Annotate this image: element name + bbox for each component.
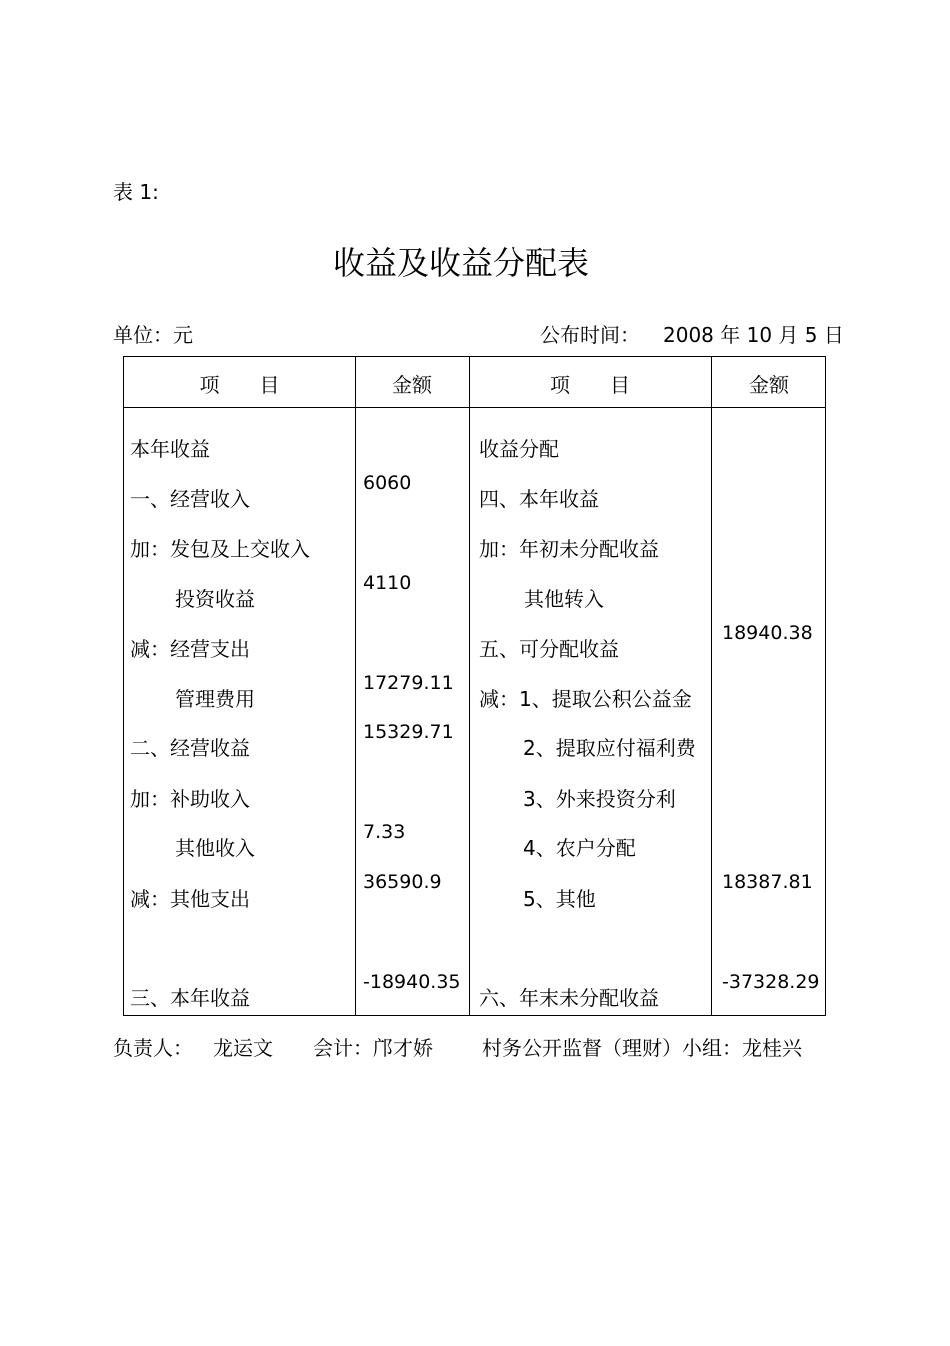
left-item: 减：其他支出 (130, 887, 250, 911)
right-item: 4、农户分配 (523, 836, 636, 860)
left-item: 本年收益 (130, 437, 210, 461)
income-distribution-table (123, 356, 826, 1016)
left-amount: 17279.11 (363, 672, 454, 694)
right-item: 加：年初未分配收益 (479, 537, 659, 561)
right-amount: -37328.29 (722, 971, 820, 993)
right-amount: 18940.38 (722, 622, 813, 644)
column-divider (711, 357, 712, 1015)
publish-date: 2008 年 10 月 5 日 (663, 323, 844, 347)
right-item: 四、本年收益 (479, 487, 599, 511)
left-item: 二、经营收益 (130, 736, 250, 760)
left-item: 其他收入 (175, 836, 255, 860)
right-item: 2、提取应付福利费 (523, 736, 696, 760)
left-item: 加：发包及上交收入 (130, 537, 310, 561)
header-item-left: 项 目 (199, 373, 280, 397)
unit-label: 单位：元 (113, 323, 193, 347)
header-amount-right: 金额 (749, 373, 789, 397)
header-item-right: 项 目 (550, 373, 630, 397)
left-amount: -18940.35 (363, 971, 461, 993)
left-item: 一、经营收入 (130, 487, 250, 511)
header-divider (124, 407, 825, 408)
left-item: 投资收益 (175, 587, 255, 611)
left-amount: 7.33 (363, 821, 406, 843)
footer-responsible-name: 龙运文 (213, 1036, 273, 1060)
right-item: 五、可分配收益 (479, 637, 619, 661)
left-item: 加：补助收入 (130, 787, 250, 811)
right-item: 5、其他 (523, 887, 596, 911)
left-amount: 36590.9 (363, 871, 442, 893)
header-amount-left: 金额 (392, 373, 432, 397)
right-item: 其他转入 (524, 587, 604, 611)
page-title: 收益及收益分配表 (332, 244, 589, 282)
left-item: 减：经营支出 (130, 637, 250, 661)
right-amount: 18387.81 (722, 871, 813, 893)
left-item: 三、本年收益 (130, 986, 250, 1010)
left-amount: 4110 (363, 572, 412, 594)
table-label: 表 1: (113, 180, 159, 204)
right-item: 3、外来投资分利 (523, 787, 676, 811)
right-item: 收益分配 (479, 437, 559, 461)
left-amount: 6060 (363, 472, 412, 494)
right-item: 减：1、提取公积公益金 (479, 687, 692, 711)
footer-accountant: 会计：邝才娇 (313, 1036, 433, 1060)
publish-time-label: 公布时间： (540, 323, 640, 347)
column-divider (469, 357, 470, 1015)
right-item: 六、年末未分配收益 (479, 986, 659, 1010)
footer-supervision-group: 村务公开监督（理财）小组：龙桂兴 (482, 1036, 802, 1060)
footer-responsible-label: 负责人： (113, 1036, 193, 1060)
left-amount: 15329.71 (363, 721, 454, 743)
column-divider (355, 357, 356, 1015)
left-item: 管理费用 (175, 687, 255, 711)
